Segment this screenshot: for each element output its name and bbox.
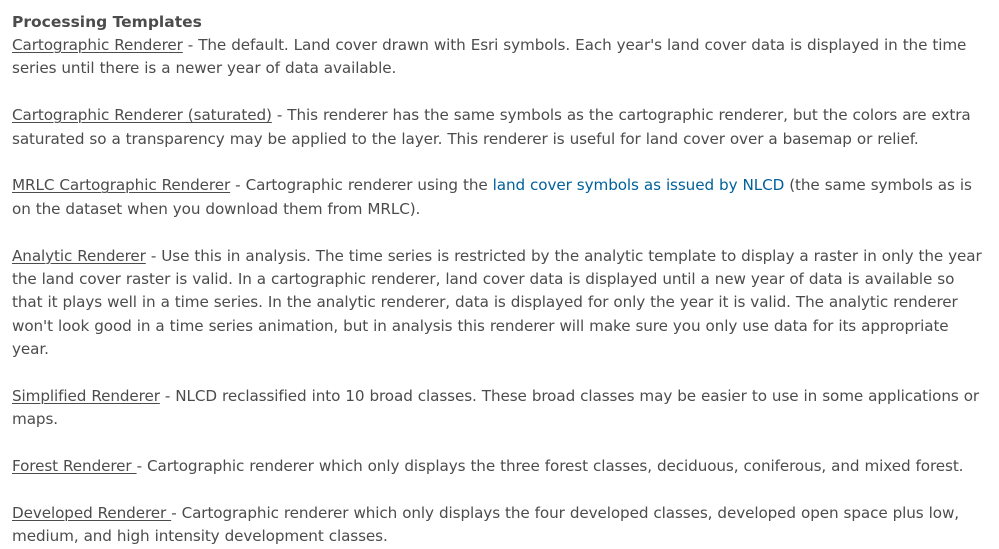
mrlc-cartographic-renderer-term[interactable]: MRLC Cartographic Renderer bbox=[12, 176, 231, 195]
mrlc-cartographic-renderer-item bbox=[12, 174, 987, 221]
simplified-renderer-term[interactable]: Simplified Renderer bbox=[12, 387, 160, 406]
developed-renderer-item bbox=[12, 502, 987, 549]
forest-renderer-description: - Cartographic renderer which only displays the three forest classes, deciduous, coniferous, and mixed forest. bbox=[136, 457, 964, 476]
analytic-renderer-item bbox=[12, 245, 987, 362]
analytic-renderer-term[interactable]: Analytic Renderer bbox=[12, 246, 146, 265]
forest-renderer-item bbox=[12, 455, 987, 478]
cartographic-renderer-item bbox=[12, 34, 987, 81]
developed-renderer-description: - Cartographic renderer which only displays the four developed classes, developed open space plus low, medium, and high intensity development classes. bbox=[12, 504, 959, 546]
mrlc-description-before-link: - Cartographic renderer using the bbox=[230, 176, 493, 195]
forest-renderer-term[interactable]: Forest Renderer bbox=[12, 457, 137, 476]
cartographic-renderer-saturated-description: - This renderer has the same symbols as the cartographic renderer, but the colors are extra saturated so a transparency may be applied to the layer. This renderer is useful for land cover over a basemap or relief. bbox=[12, 106, 971, 148]
cartographic-renderer-saturated-item bbox=[12, 104, 987, 151]
developed-renderer-term[interactable]: Developed Renderer bbox=[12, 504, 172, 523]
analytic-renderer-description: - Use this in analysis. The time series is restricted by the analytic template to display a raster in only the year the land cover raster is valid. In a cartographic renderer, land cover data is displayed until a new year of data is available so that it plays well in a time series. In the analytic renderer, data is displayed for only the year it is valid. The analytic renderer won't look good in a time series animation, but in analysis this renderer will make sure you only use data for its appropriate year. bbox=[12, 246, 982, 359]
section-heading: Processing Templates bbox=[12, 13, 202, 31]
simplified-renderer-item bbox=[12, 385, 987, 432]
simplified-renderer-description: - NLCD reclassified into 10 broad classes. These broad classes may be easier to use in some applications or maps. bbox=[12, 387, 980, 429]
cartographic-renderer-term[interactable]: Cartographic Renderer bbox=[12, 36, 183, 54]
cartographic-renderer-description: - The default. Land cover drawn with Esri symbols. Each year's land cover data is displayed in the time series until there is a newer year of data available. bbox=[12, 36, 967, 78]
nlcd-symbols-link[interactable]: land cover symbols as issued by NLCD bbox=[492, 176, 785, 195]
cartographic-renderer-saturated-term[interactable]: Cartographic Renderer (saturated) bbox=[12, 106, 272, 125]
mrlc-description-after-link: (the same symbols as is on the dataset when you download them from MRLC). bbox=[12, 176, 972, 218]
